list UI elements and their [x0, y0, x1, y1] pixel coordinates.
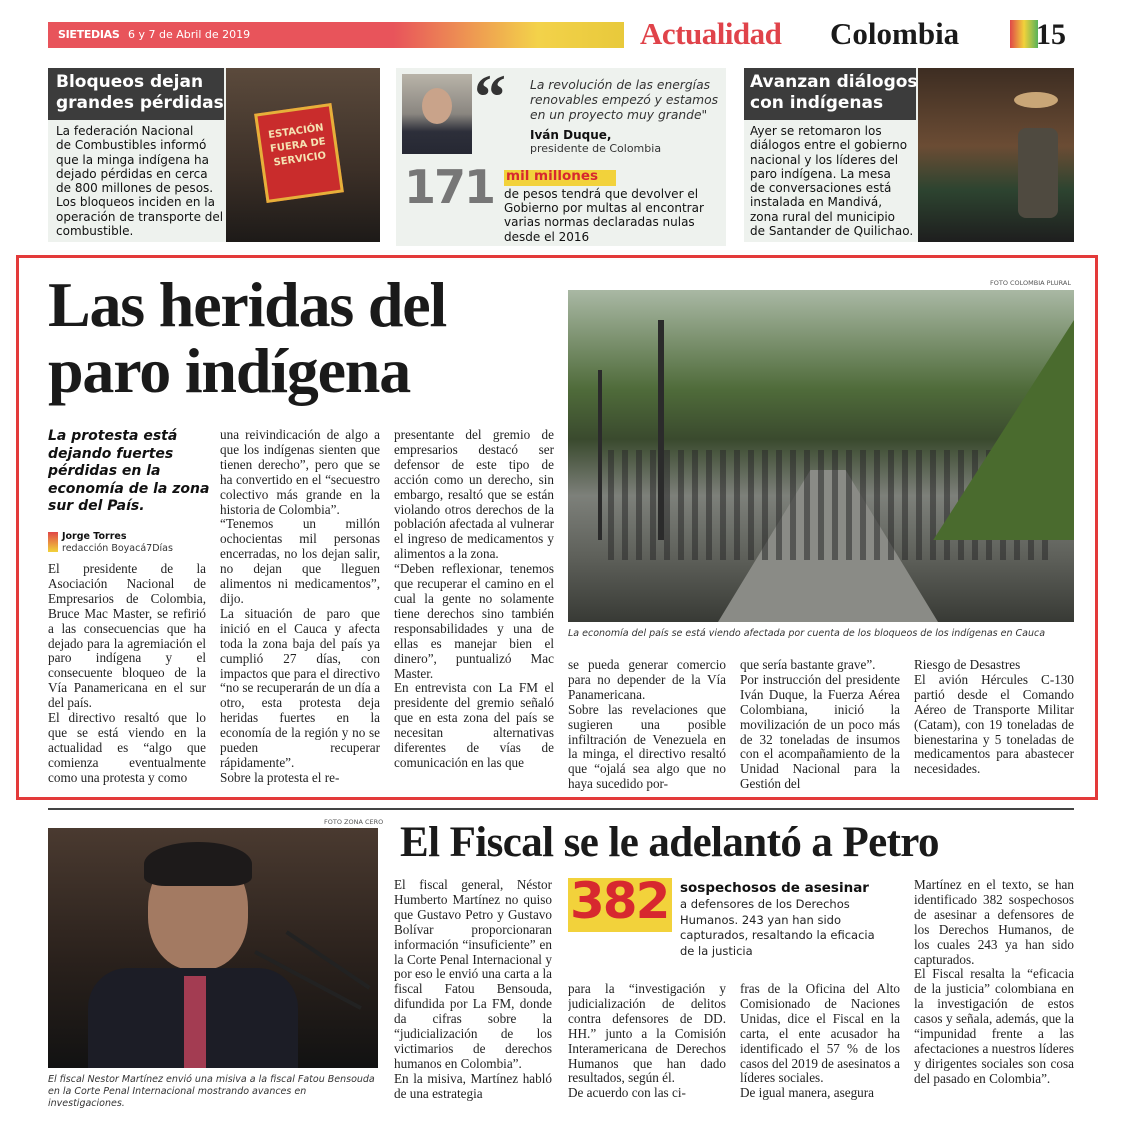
section-subtitle: Colombia	[830, 16, 960, 51]
main-column-3: presentante del gremio de empresarios destacó ser defensor de este tipo de acción como un derecho, sin embargo, resaltó que se están violando otros derechos de la población afectada al vulnerar el ingreso de medicamentos y alimentos a la zona. “Deben reflexionar, tenemos que recuperar el camino en el cual la gente no solamente tiene derechos sino también responsabilidades y una de ellas es manejar bien el dinero”, puntualizó Mac Master. En entrevista con La FM el presidente del gremio señaló que en esta zona del país se necesitan alternativas diferentes de vías de comunicación en las que	[394, 428, 554, 770]
quote-role: presidente de Colombia	[530, 142, 662, 155]
teaser-left-body: La federación Nacional de Combustibles informó que la minga indígena ha dejado pérdidas en cerca de 800 millones de pesos. Los bloqueos inciden en la operación de transporte del combustible.	[56, 124, 224, 239]
second-column-1: El fiscal general, Néstor Humberto Martínez no quiso que Gustavo Petro y Gustavo Bolívar proporcionaran información “insuficiente” en la Corte Penal Internacional y por eso le envió una carta a la fiscal Fatou Bensouda, difundida por La FM, donde da cifras sobre la “judicialización de los victimarios de derechos humanos en Colombia”. En la misiva, Martínez habló de una estrategia	[394, 878, 552, 1101]
quote-text: La revolución de las energías renovables empezó y estamos en un proyecto muy grande"	[530, 78, 719, 122]
teaser-left-title: Bloqueos dejan grandes pérdidas	[56, 72, 224, 113]
main-column-2: una reivindicación de algo a que los indígenas sienten que tienen derecho”, pero que se ha convertido en el “secuestro colectivo más grande en la historia de Colombia”. “Tenemos un millón ochocientas mil personas encerradas, no los dejan salir, no dejan que lleguen alimentos ni medicamentos”, dijo. La situación de paro que inició en el Cauca y afecta toda la zona baja del país ya cumplió 27 días, con impactos que para el directivo “no se recuperarán de un día a otro, esta protesta deja heridas fuertes en la economía de la región y no se pueden recuperar rápidamente”. Sobre la protesta el re-	[220, 428, 380, 785]
teaser-right-body: Ayer se retomaron los diálogos entre el gobierno nacional y los líderes del paro indígena. La mesa de conversaciones está instalada en Mandivá, zona rural del municipio de Santander de Quilichao.	[750, 124, 914, 239]
teaser-right-title: Avanzan diálogos con indígenas	[750, 72, 918, 113]
main-photo	[568, 290, 1074, 622]
microphone	[285, 930, 370, 989]
second-photo-credit: FOTO ZONA CERO	[324, 818, 384, 826]
teaser-left-photo	[226, 68, 380, 242]
quote-mark-icon: “	[474, 61, 506, 132]
big-number-171: 171	[404, 160, 495, 214]
section-title: Actualidad	[640, 16, 782, 51]
quote-author: Iván Duque,	[530, 128, 612, 142]
page-number-strip	[1010, 20, 1038, 48]
second-column-2: para la “investigación y judicialización de delitos contra defensores de DD. HH.” junto a la Comisión Interamericana de Derechos Humanos que han dado resultados, según él. De acuerdo con las ci-	[568, 982, 726, 1101]
brand-label: SIETEDIAS	[58, 28, 120, 41]
fiscal-photo-caption: El fiscal Nestor Martínez envió una misiva a la fiscal Fatou Bensouda en la Corte Penal Internacional mostrando avances en investigaciones.	[48, 1074, 375, 1109]
duque-head	[422, 88, 452, 124]
hat-figure	[1014, 92, 1058, 108]
main-photo-credit: FOTO COLOMBIA PLURAL	[990, 279, 1071, 287]
main-column-5: que sería bastante grave”. Por instrucción del presidente Iván Duque, la Fuerza Aérea Colombiana, inició la movilización de un poco más de 32 toneladas de insumos con el acompañamiento de la Unidad Nacional para la Gestión del	[740, 658, 900, 792]
station-sign-text: ESTACIÓN FUERA DE SERVICIO	[267, 122, 327, 169]
header-date: 6 y 7 de Abril de 2019	[128, 28, 251, 41]
main-subtitle: La protesta está dejando fuertes pérdidas en la economía de la zona sur del País.	[48, 428, 210, 514]
second-number-label: sospechosos de asesinar	[680, 880, 869, 896]
fiscal-photo	[48, 828, 378, 1068]
teaser-right-photo	[918, 68, 1074, 242]
second-column-4: Martínez en el texto, se han identificado 382 sospechosos de asesinar a defensores de los Derechos Humanos, de los cuales 243 ya han sido capturados. El Fiscal resalta la “eficacia de la justicia” colombiana en la investigación de estos casos y señala, además, que la “impunidad frente a las afectaciones a nuestros líderes y dirigentes sociales son cosa del pasado en Colombia”.	[914, 878, 1074, 1086]
second-headline: El Fiscal se le adelantó a Petro	[400, 819, 939, 866]
duque-portrait	[402, 74, 472, 154]
big-number-382: 382	[570, 872, 669, 930]
main-headline: Las heridas del paro indígena	[48, 269, 447, 406]
figure-body	[1018, 128, 1058, 218]
author-marker	[48, 532, 58, 552]
number-text: de pesos tendrá que devolver el Gobierno por multas al encontrar varias normas declaradas nulas desde el 2016	[504, 187, 704, 244]
author-role: redacción Boyacá7Días	[62, 543, 173, 554]
station-sign	[254, 103, 344, 203]
main-column-6: Riesgo de Desastres El avión Hércules C-130 partió desde el Comando Aéreo de Transporte Militar (Catam), con 19 toneladas de bienestarina y 5 toneladas de medicamentos para abastecer necesidades.	[914, 658, 1074, 777]
second-number-text: a defensores de los Derechos Humanos. 243 yan han sido capturados, resaltando la eficacia de la justicia	[680, 897, 875, 958]
main-column-4: se pueda generar comercio para no depender de la Vía Panamericana. Sobre las revelaciones que sugieren una posible infiltración de Venezuela en la minga, el directivo resaltó que “ojalá sea algo que no haya sucedido por-	[568, 658, 726, 792]
fiscal-tie	[184, 976, 206, 1068]
main-photo-caption: La economía del país se está viendo afectada por cuenta de los bloqueos de los indígenas en Cauca	[568, 628, 1046, 639]
second-column-3: fras de la Oficina del Alto Comisionado de Naciones Unidas, dice el Fiscal en la carta, el ente acusador ha identificado el 57 % de los casos del 2019 de asesinatos a líderes sociales. De igual manera, asegura	[740, 982, 900, 1101]
section-divider	[48, 808, 1074, 810]
author-name: Jorge Torres	[62, 531, 127, 542]
fiscal-hair	[144, 842, 252, 886]
main-column-1: El presidente de la Asociación Nacional de Empresarios de Colombia, Bruce Mac Master, se refirió a las consecuencias que ha dejado para la agremiación el paro indígena y el consecuente bloqueo de la Vía Panamericana en el sur del país. El directivo resaltó que lo que se está viendo en la actualidad es “algo que comienza eventualmente como una protesta y como	[48, 562, 206, 785]
utility-pole	[598, 370, 602, 540]
number-label: mil millones	[506, 168, 599, 184]
page-number: 15	[1036, 18, 1066, 51]
